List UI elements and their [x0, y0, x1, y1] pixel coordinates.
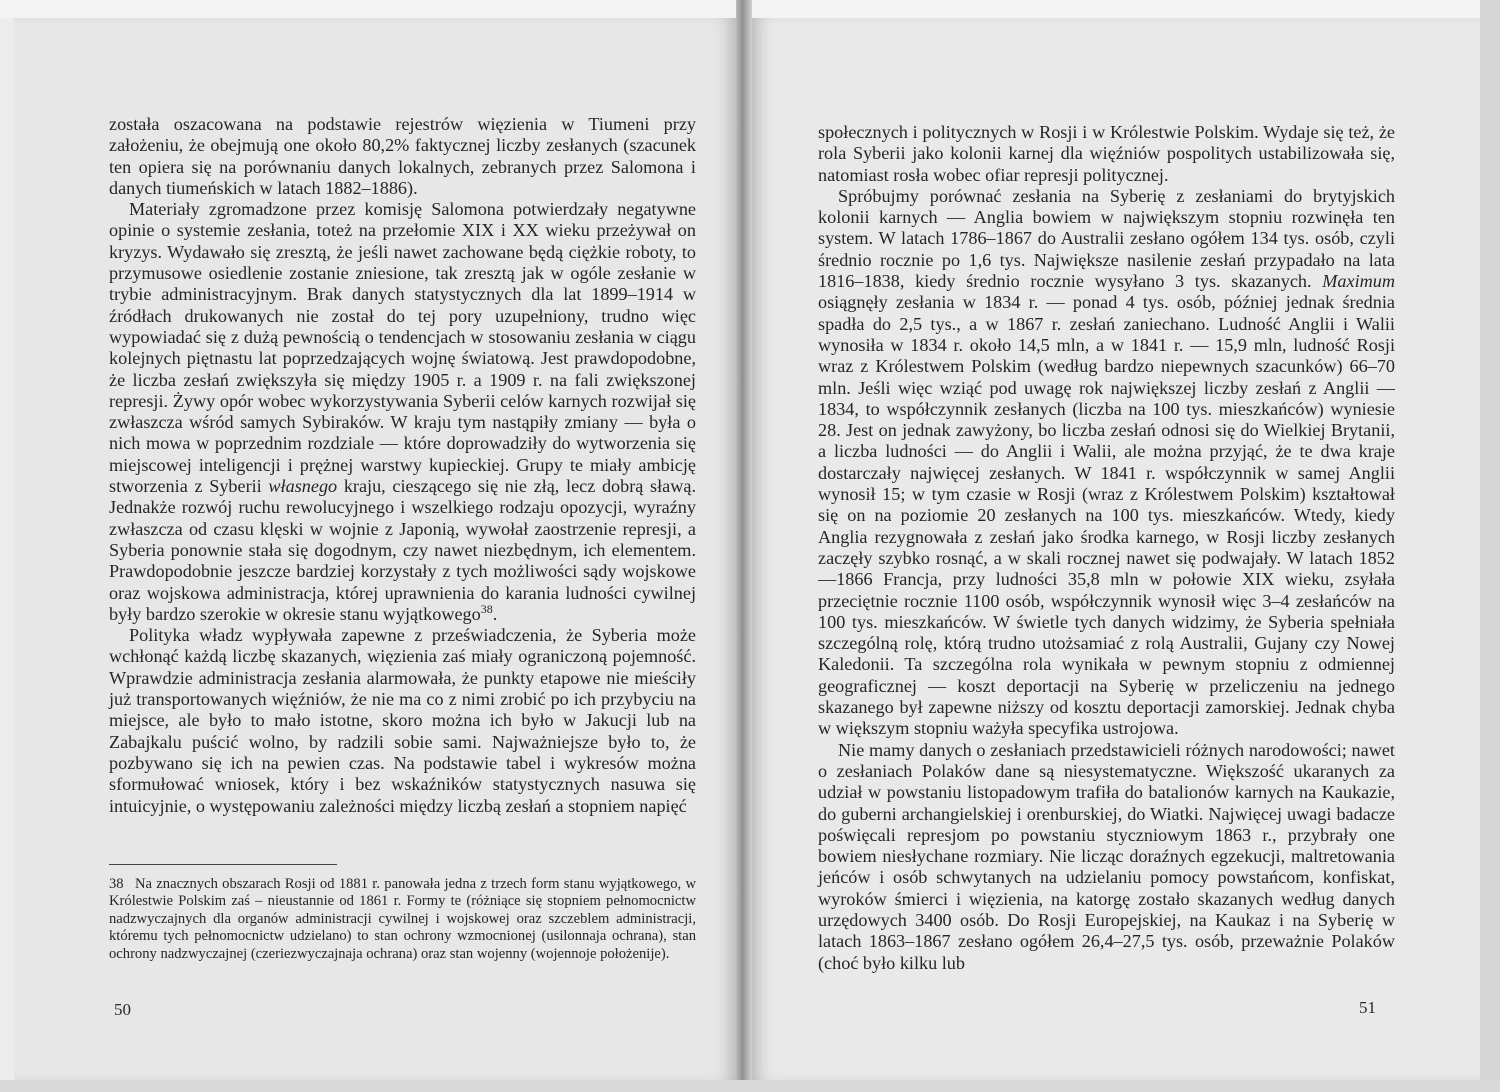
footnote-number: 38 [109, 876, 124, 892]
footnote-divider [109, 864, 337, 865]
left-page [14, 18, 736, 1080]
paragraph: społecznych i politycznych w Rosji i w Królestwie Polskim. Wydaje się też, że rola Syberii jako kolonii karnej dla więźniów pospolitych ustabilizowała się, natomiast rosła wobec ofiar represji politycznej. [818, 122, 1395, 185]
right-edge [1480, 0, 1500, 1092]
paragraph: Nie mamy danych o zesłaniach przedstawicieli różnych narodowości; nawet o zesłaniach Polaków dane są niesystematyczne. Większość ukaranych za udział w powstaniu listopadowym trafiła do batalionów karnych na Kaukazie, do guberni archangielskiej i orenburskiej, do Wiatki. Najwięcej uwagi badacze poświęcali represjom po powstaniu styczniowym 1863 r., przybrały one bowiem niesłychane rozmiary. Nie licząc doraźnych egzekucji, maltretowania jeńców i osób schwytanych na udzielaniu pomocy powstańcom, konfiskat, wyroków śmierci i więzienia, na katorgę zostało skazanych według danych urzędowych 3400 osób. Do Rosji Europejskiej, na Kaukaz i na Syberię w latach 1863–1867 zesłano ogółem 26,4–27,5 tys. osób, przeważnie Polaków (choć było kilku lub [818, 739, 1395, 973]
emphasis-text: własnego [268, 476, 338, 497]
page-number: 50 [114, 1000, 131, 1019]
right-page [752, 18, 1480, 1080]
book-gutter [736, 0, 752, 1092]
emphasis-text: Maximum [1322, 271, 1395, 292]
page-number: 51 [1359, 998, 1376, 1017]
footnote [109, 876, 696, 963]
left-page-body [109, 114, 696, 817]
bottom-edge [0, 1080, 1500, 1092]
footnote-text: Na znacznych obszarach Rosji od 1881 r. panowała jedna z trzech form stanu wyjątkowego, w Królestwie Polskim zaś – nieustannie od 1861 r. Formy te (różniące się stopniem pełnomocnictw nadzwyczajnych dla organów administracji cywilnej i wojskowej oraz szczeblem administracji, któremu tych pełnomocnictw udzielano) to stan ochrony wzmocnionej (usilonnaja ochrana), stan ochrony nadzwyczajnej (czeriezwyczajnaja ochrana) oraz stan wojenny (wojennoje położenije). [109, 876, 696, 962]
right-page-body [818, 122, 1395, 974]
paragraph: Polityka władz wypływała zapewne z przeświadczenia, że Syberia może wchłonąć każdą liczbę skazanych, więzienia zaś miały ograniczoną pojemność. Wprawdzie administracja zesłania alarmowała, że punkty etapowe nie mieściły już transportowanych więźniów, że nie ma co z nimi zrobić po ich przybyciu na miejsce, ale było to mało istotne, skoro można ich było w Jakucji lub na Zabajkalu puścić wolno, by radzili sobie sami. Najważniejsze było to, że pozbywano się ich na pewien czas. Na podstawie tabel i wykresów można sformułować wniosek, który i bez wskaźników statystycznych nasuwa się intuicyjnie, o występowaniu zależności między liczbą zesłań a stopniem napięć [109, 625, 696, 816]
paragraph: Spróbujmy porównać zesłania na Syberię z zesłaniami do brytyjskich kolonii karnych — Anglia bowiem w największym stopniu rozwinęła ten system. W latach 1786–1867 do Australii zesłano ogółem 134 tys. osób, czyli średnio rocznie po 1,6 tys. Największe nasilenie zesłań przypadało na lata 1816–1838, kiedy średnio rocznie wysyłano 3 tys. skazanych. Maximum osiągnęły zesłania w 1834 r. — ponad 4 tys. osób, później jednak średnia spadła do 2,5 tys., a w 1867 r. zesłań zaniechano. Ludność Anglii i Walii wynosiła w 1834 r. około 14,5 mln, a w 1841 r. — 15,9 mln, ludność Rosji wraz z Królestwem Polskim (według bardzo niepewnych szacunków) 66–70 mln. Jeśli więc wziąć pod uwagę rok największej liczby zesłań z Anglii — 1834, to współczynnik zesłanych (liczba na 100 tys. mieszkańców) wyniesie 28. Jest on jednak zawyżony, bo liczba zesłań odnosi się do Wielkiej Brytanii, a liczba ludności — do Anglii i Walii, ale można przyjąć, że te dwa kraje dostarczały najwięcej zesłanych. W 1841 r. współczynnik w samej Anglii wynosił 15; w tym czasie w Rosji (wraz z Królestwem Polskim) kształtował się on na poziomie 20 zesłanych na 100 tys. mieszkańców. Wtedy, kiedy Anglia rezygnowała z zesłań jako środka karnego, w Rosji liczby zesłanych zaczęły szybko rosnąć, a w skali rocznej nawet się podwajały. W latach 1852—1866 Francja, przy ludności 35,8 mln w połowie XIX wieku, zsyłała przeciętnie rocznie 1100 osób, współczynnik wynosił więc 3–4 zesłańców na 100 tys. mieszkańców. W świetle tych danych widzimy, że Syberia spełniała szczególną rolę, którą trudno utożsamiać z rolą Australii, Gujany czy Nowej Kaledonii. Ta szczególna rola wynikała w pewnym stopniu z odmiennej geograficznej — koszt deportacji na Syberię w przeliczeniu na jednego skazanego był zapewne niższy od kosztu deportacji zamorskiej. Jednak chyba w większym stopniu ważyła specyfika ustrojowa. [818, 185, 1395, 739]
paragraph: Materiały zgromadzone przez komisję Salomona potwierdzały negatywne opinie o systemie zesłania, toteż na przełomie XIX i XX wieku przeżywał on kryzys. Wydawało się zresztą, że jeśli nawet zachowane będą ciężkie roboty, to przymusowe osiedlenie zostanie zniesione, tak zresztą jak w ogóle zesłanie w trybie administracyjnym. Brak danych statystycznych dla lat 1899–1914 w źródłach drukowanych nie został do tej pory uzupełniony, trudno więc wypowiadać się z dużą pewnością o tendencjach w stosowaniu zesłania w ciągu kolejnych piętnastu lat poprzedzających wojnę światową. Jest prawdopodobne, że liczba zesłań zwiększyła się między 1905 r. a 1909 r. na fali zwiększonej represji. Żywy opór wobec wykorzystywania Syberii celów karnych rozwijał się zwłaszcza wśród samych Sybiraków. W kraju tym nastąpiły zmiany — była o nich mowa w poprzednim rozdziale — które doprowadziły do wytworzenia się miejscowej inteligencji i prężnej warstwy kupieckiej. Grupy te miały ambicję stworzenia z Syberii własnego kraju, cieszącego się nie złą, lecz dobrą sławą. Jednakże rozwój ruchu rewolucyjnego i wszelkiego rodzaju opozycji, wyraźny zwłaszcza od czasu klęski w wojnie z Japonią, wywołał zaostrzenie represji, a Syberia ponownie stała się dogodnym, czy nawet niezbędnym, ich elementem. Prawdopodobnie jeszcze bardziej korzystały z tych możliwości sądy wojskowe oraz wojskowa administracja, której uprawnienia do karania ludności cywilnej były bardzo szerokie w okresie stanu wyjątkowego$^{38}$. [109, 199, 697, 624]
paragraph: została oszacowana na podstawie rejestrów więzienia w Tiumeni przy założeniu, że obejmują one około 80,2% faktycznej liczby zesłanych (szacunek ten opiera się na porównaniu danych lokalnych, zebranych przez Salomona i danych tiumeńskich w latach 1882–1886). [109, 114, 696, 198]
footnote-reference[interactable]: 38 [480, 601, 493, 616]
